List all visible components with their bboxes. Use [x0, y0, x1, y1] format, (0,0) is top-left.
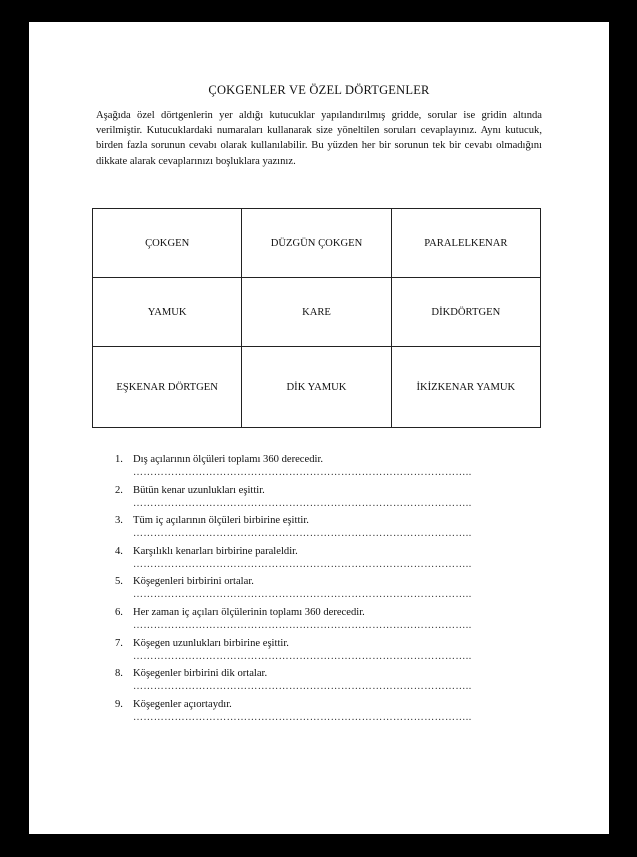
grid-row: [93, 278, 541, 347]
answer-line[interactable]: ……………………………………………………………………………………..: [133, 497, 472, 509]
answer-line[interactable]: ……………………………………………………………………………………..: [133, 681, 472, 693]
grid-cell: ÇOKGEN: [93, 209, 242, 278]
grid-cell: DİKDÖRTGEN: [391, 278, 540, 347]
question-item: [115, 668, 515, 699]
grid-cell: DİK YAMUK: [242, 347, 391, 428]
grid-cell: YAMUK: [93, 278, 242, 347]
grid-cell: PARALELKENAR: [391, 209, 540, 278]
question-text: Bütün kenar uzunlukları eşittir.: [133, 484, 265, 496]
question-number: 4.: [115, 545, 123, 557]
question-number: 6.: [115, 606, 123, 618]
question-number: 8.: [115, 668, 123, 680]
question-item: [115, 454, 515, 485]
grid-row: [93, 209, 541, 278]
grid-row: [93, 347, 541, 428]
question-text: Dış açılarının ölçüleri toplamı 360 derecedir.: [133, 454, 324, 465]
shape-grid: [92, 208, 541, 428]
question-item: [115, 699, 515, 730]
question-number: 9.: [115, 698, 123, 710]
question-number: 3.: [115, 515, 123, 527]
question-item: [115, 576, 515, 607]
grid-cell: KARE: [242, 278, 391, 347]
grid-cell: EŞKENAR DÖRTGEN: [93, 347, 242, 428]
question-number: 5.: [115, 576, 123, 588]
question-number: 7.: [115, 637, 123, 649]
question-list: [115, 454, 515, 729]
question-number: 1.: [115, 454, 123, 465]
intro-paragraph: Aşağıda özel dörtgenlerin yer aldığı kutucuklar yapılandırılmış gridde, sorular ise gridin altında verilmiştir. Kutucuklardaki numaraları kullanarak size yöneltilen soruları cevaplayınız. Aynı kutucuk, birden fazla sorunun cevabı olarak kullanılabilir. Bu yüzden her bir sorunun tek bir cevabı olmadığını dikkate alarak cevaplarınızı boşluklara yazınız.: [96, 110, 542, 167]
page-title: ÇOKGENLER VE ÖZEL DÖRTGENLER: [208, 83, 430, 97]
question-text: Köşegenler açıortaydır.: [133, 698, 232, 710]
answer-line[interactable]: ……………………………………………………………………………………..: [133, 528, 472, 540]
answer-line[interactable]: ……………………………………………………………………………………..: [133, 467, 472, 478]
answer-line[interactable]: ……………………………………………………………………………………..: [133, 650, 472, 662]
question-text: Tüm iç açılarının ölçüleri birbirine eşittir.: [133, 515, 309, 527]
question-item: [115, 546, 515, 577]
question-text: Köşegen uzunlukları birbirine eşittir.: [133, 637, 289, 649]
question-text: Köşegenleri birbirini ortalar.: [133, 576, 254, 588]
answer-line[interactable]: ……………………………………………………………………………………..: [133, 619, 472, 631]
answer-line[interactable]: ……………………………………………………………………………………..: [133, 558, 472, 570]
question-item: [115, 485, 515, 516]
question-text: Karşılıklı kenarları birbirine paraleldir.: [133, 545, 298, 557]
grid-cell: DÜZGÜN ÇOKGEN: [242, 209, 391, 278]
answer-line[interactable]: ……………………………………………………………………………………..: [133, 589, 472, 601]
question-item: [115, 515, 515, 546]
question-text: Her zaman iç açıları ölçülerinin toplamı 360 derecedir.: [133, 606, 365, 618]
question-number: 2.: [115, 484, 123, 496]
worksheet-page: [29, 22, 609, 834]
question-text: Köşegenler birbirini dik ortalar.: [133, 668, 268, 680]
question-item: [115, 607, 515, 638]
grid-cell: İKİZKENAR YAMUK: [391, 347, 540, 428]
answer-line[interactable]: ……………………………………………………………………………………..: [133, 711, 472, 723]
question-item: [115, 638, 515, 669]
